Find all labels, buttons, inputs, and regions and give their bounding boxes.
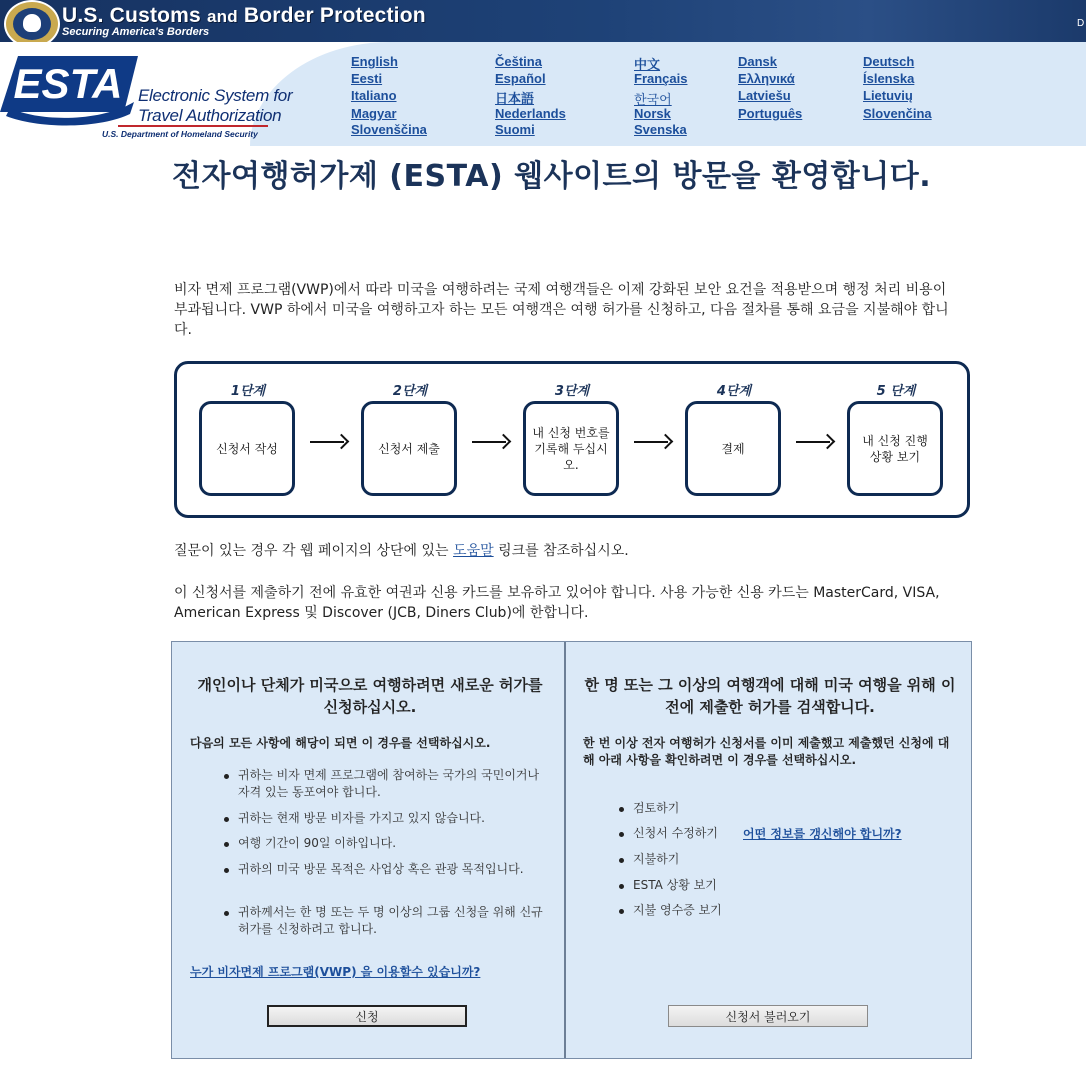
update-info-link[interactable]: 어떤 정보를 갱신해야 합니까?: [743, 827, 902, 841]
list-item: 지불 영수증 보기: [633, 902, 833, 919]
lang-link-spanish[interactable]: Español: [495, 71, 546, 86]
new-application-criteria-heading: 다음의 모든 사항에 해당이 되면 이 경우를 선택하십시오.: [190, 736, 491, 750]
lang-link-icelandic[interactable]: Íslenska: [863, 71, 915, 86]
lang-link-chinese[interactable]: 中文: [634, 57, 661, 72]
esta-tagline-line1: Electronic System for: [138, 86, 293, 105]
lang-link-korean[interactable]: 한국어: [634, 92, 672, 107]
lang-link-hungarian[interactable]: Magyar: [351, 106, 397, 121]
list-item: 지불하기: [633, 851, 833, 868]
step-1-label: 1단계: [230, 384, 266, 399]
page-title: 전자여행허가제 (ESTA) 웹사이트의 방문을 환영합니다.: [172, 159, 932, 194]
list-item: 귀하께서는 한 명 또는 두 명 이상의 그룹 신청을 위해 신규 허가를 신청하려고 합니다.: [238, 904, 548, 938]
step-2-label: 2단계: [392, 384, 428, 399]
cbp-header-bar: [0, 0, 1086, 42]
lang-link-latvian[interactable]: Latviešu: [738, 88, 791, 103]
lang-link-estonian[interactable]: Eesti: [351, 71, 383, 86]
cbp-subtitle: Securing America's Borders: [62, 26, 210, 38]
lang-link-swedish[interactable]: Svenska: [634, 122, 687, 137]
lang-link-danish[interactable]: Dansk: [738, 54, 778, 69]
step-5-label: 5 단계: [876, 384, 916, 399]
lang-link-french[interactable]: Français: [634, 71, 688, 86]
logo-divider: [118, 125, 268, 127]
existing-application-criteria-heading: 한 번 이상 전자 여행허가 신청서를 이미 제출했고 제출했던 신청에 대해 아래 사항을 확인하려면 이 경우를 선택하십시오.: [583, 736, 950, 767]
arrow-right-icon: [634, 436, 672, 448]
list-item: 귀하의 미국 방문 목적은 사업상 혹은 관광 목적입니다.: [238, 861, 548, 878]
help-link[interactable]: 도움말: [453, 543, 494, 559]
existing-application-title: 한 명 또는 그 이상의 여행객에 대해 미국 여행을 위해 이전에 제출한 허가를 검색합니다.: [584, 676, 956, 716]
lang-link-japanese[interactable]: 日本語: [495, 91, 535, 106]
header-cropped-text: D: [1077, 18, 1085, 29]
credit-card-note: 이 신청서를 제출하기 전에 유효한 여권과 신용 카드를 보유하고 있어야 합니다. 사용 가능한 신용 카드는 MasterCard, VISA, American Express 및 Discover (JCB, Diners Club)에 한합니다.: [174, 585, 940, 621]
step-3-box: 내 신청 번호를 기록해 두십시오.: [523, 401, 619, 496]
dhs-credit: U.S. Department of Homeland Security: [102, 129, 258, 139]
panel-divider: [564, 642, 566, 1058]
apply-button[interactable]: 신청: [267, 1005, 467, 1027]
lang-link-english[interactable]: English: [351, 54, 398, 69]
list-item: 검토하기: [633, 800, 753, 817]
step-4-box: 결제: [685, 401, 781, 496]
lang-link-dutch[interactable]: Nederlands: [495, 106, 566, 121]
lang-link-finnish[interactable]: Suomi: [495, 122, 535, 137]
lang-link-portuguese[interactable]: Português: [738, 106, 803, 121]
new-application-title: 개인이나 단체가 미국으로 여행하려면 새로운 허가를 신청하십시오.: [197, 676, 543, 716]
application-options: [171, 641, 972, 1059]
lang-link-slovak[interactable]: Slovenčina: [863, 106, 932, 121]
step-2-box: 신청서 제출: [361, 401, 457, 496]
process-steps: [174, 361, 970, 518]
vwp-eligibility-link[interactable]: 누가 비자면제 프로그램(VWP) 을 이용할수 있습니까?: [190, 965, 481, 979]
help-note: 질문이 있는 경우 각 웹 페이지의 상단에 있는 도움말 링크를 참조하십시오.: [174, 543, 629, 559]
dhs-seal-icon: [4, 0, 60, 48]
cbp-title: U.S. Customs and Border Protection: [62, 4, 426, 27]
lang-link-german[interactable]: Deutsch: [863, 54, 915, 69]
step-3-label: 3단계: [554, 384, 590, 399]
arrow-right-icon: [472, 436, 510, 448]
list-item: 신청서 수정하기: [633, 825, 753, 842]
esta-logo: [0, 50, 138, 126]
step-4-label: 4단계: [716, 384, 752, 399]
svg-text:ESTA: ESTA: [13, 60, 123, 107]
lang-link-italian[interactable]: Italiano: [351, 88, 397, 103]
lang-link-norwegian[interactable]: Norsk: [634, 106, 671, 121]
esta-tagline-line2: Travel Authorization: [138, 106, 282, 125]
lang-link-slovenian[interactable]: Slovenščina: [351, 122, 427, 137]
list-item: 여행 기간이 90일 이하입니다.: [238, 835, 548, 852]
lang-link-czech[interactable]: Čeština: [495, 54, 542, 69]
esta-banner: [0, 42, 1086, 146]
arrow-right-icon: [796, 436, 834, 448]
step-5-box: 내 신청 진행 상황 보기: [847, 401, 943, 496]
intro-paragraph: 비자 면제 프로그램(VWP)에서 따라 미국을 여행하려는 국제 여행객들은 이제 강화된 보안 요건을 적용받으며 행정 처리 비용이 부과됩니다. VWP 하에서 미국을 여행하고자 하는 모든 여행객은 여행 허가를 신청하고, 다음 절차를 통해 요금을 지불해야 합니다.: [174, 282, 949, 338]
arrow-right-icon: [310, 436, 348, 448]
lang-link-greek[interactable]: Ελληνικά: [738, 71, 795, 86]
list-item: 귀하는 비자 면제 프로그램에 참여하는 국가의 국민이거나 자격 있는 동포여야 합니다.: [238, 767, 548, 801]
list-item: 귀하는 현재 방문 비자를 가지고 있지 않습니다.: [238, 810, 548, 827]
step-1-box: 신청서 작성: [199, 401, 295, 496]
retrieve-application-button[interactable]: 신청서 불러오기: [668, 1005, 868, 1027]
lang-link-lithuanian[interactable]: Lietuvių: [863, 88, 913, 103]
list-item: ESTA 상황 보기: [633, 877, 833, 894]
